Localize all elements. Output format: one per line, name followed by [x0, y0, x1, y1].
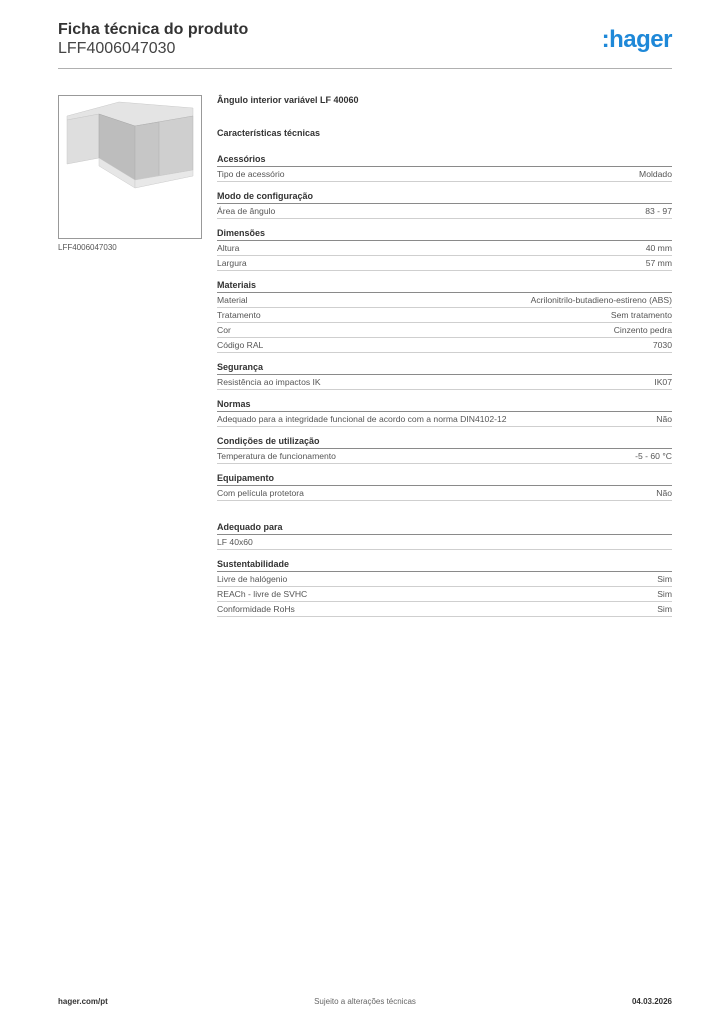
- spec-label: LF 40x60: [217, 537, 253, 547]
- spec-row: [217, 293, 672, 308]
- spec-label: Largura: [217, 258, 247, 268]
- spec-value: Moldado: [639, 169, 672, 179]
- spec-label: Altura: [217, 243, 240, 253]
- spec-row: [217, 587, 672, 602]
- product-image: [58, 95, 202, 239]
- product-code: LFF4006047030: [58, 40, 176, 57]
- footer-website-link[interactable]: hager.com/pt: [58, 997, 108, 1006]
- section-equipment: [217, 473, 672, 501]
- spec-content: [217, 95, 672, 626]
- spec-value: -5 - 60 °C: [635, 451, 672, 461]
- spec-row: [217, 449, 672, 464]
- spec-label: Livre de halógenio: [217, 574, 288, 584]
- angle-piece-illustration: [59, 96, 201, 238]
- spec-label: Conformidade RoHs: [217, 604, 295, 614]
- hager-logo[interactable]: :hager: [601, 26, 672, 53]
- section-title: Normas: [217, 399, 672, 412]
- section-title: Segurança: [217, 362, 672, 375]
- spec-row: [217, 256, 672, 271]
- section-safety: [217, 362, 672, 390]
- spec-value: 57 mm: [645, 258, 672, 268]
- spec-value: Acrilonitrilo-butadieno-estireno (ABS): [530, 295, 672, 305]
- document-title: Ficha técnica do produto: [58, 21, 249, 38]
- section-configuration: [217, 191, 672, 219]
- spec-value: Cinzento pedra: [613, 325, 672, 335]
- header-divider: [58, 68, 672, 69]
- section-title: Acessórios: [217, 154, 672, 167]
- section-standards: [217, 399, 672, 427]
- spec-value: Sim: [657, 589, 672, 599]
- spec-row: [217, 412, 672, 427]
- spec-label: Com película protetora: [217, 488, 304, 498]
- section-title: Condições de utilização: [217, 436, 672, 449]
- section-title: Dimensões: [217, 228, 672, 241]
- section-title: Equipamento: [217, 473, 672, 486]
- section-suitable-for: [217, 522, 672, 550]
- spec-value: 40 mm: [645, 243, 672, 253]
- spec-row: [217, 375, 672, 390]
- section-title: Adequado para: [217, 522, 672, 535]
- spec-label: Resistência ao impactos IK: [217, 377, 321, 387]
- spec-row: [217, 486, 672, 501]
- spec-label: Código RAL: [217, 340, 264, 350]
- product-name: Ângulo interior variável LF 40060: [217, 95, 359, 105]
- spec-value: Não: [656, 414, 672, 424]
- spec-row: [217, 535, 672, 550]
- section-spacer: [217, 510, 672, 522]
- spec-value: Sim: [657, 574, 672, 584]
- spec-row: [217, 572, 672, 587]
- spec-value: Sim: [657, 604, 672, 614]
- image-caption: LFF4006047030: [58, 243, 117, 252]
- section-title: Modo de configuração: [217, 191, 672, 204]
- spec-row: [217, 241, 672, 256]
- spec-value: Não: [656, 488, 672, 498]
- spec-label: Área de ângulo: [217, 206, 276, 216]
- section-sustainability: [217, 559, 672, 617]
- section-materials: [217, 280, 672, 353]
- section-dimensions: [217, 228, 672, 271]
- spec-row: [217, 602, 672, 617]
- section-title: Materiais: [217, 280, 672, 293]
- page-header: [58, 20, 672, 58]
- spec-label: Tratamento: [217, 310, 261, 320]
- section-accessories: [217, 154, 672, 182]
- spec-row: [217, 167, 672, 182]
- section-title: Sustentabilidade: [217, 559, 672, 572]
- section-conditions-of-use: [217, 436, 672, 464]
- spec-label: Adequado para a integridade funcional de acordo com a norma DIN4102-12: [217, 414, 507, 424]
- spec-label: REACh - livre de SVHC: [217, 589, 308, 599]
- spec-value: IK07: [654, 377, 672, 387]
- spec-value: Sem tratamento: [610, 310, 672, 320]
- spec-value: 83 - 97: [645, 206, 672, 216]
- spec-label: Material: [217, 295, 248, 305]
- technical-characteristics-heading: Características técnicas: [217, 128, 321, 138]
- spec-row: [217, 308, 672, 323]
- spec-label: Temperatura de funcionamento: [217, 451, 336, 461]
- spec-value: 7030: [652, 340, 672, 350]
- spec-label: Cor: [217, 325, 231, 335]
- spec-label: Tipo de acessório: [217, 169, 285, 179]
- footer-date: 04.03.2026: [631, 997, 672, 1006]
- spec-row: [217, 323, 672, 338]
- spec-row: [217, 204, 672, 219]
- spec-row: [217, 338, 672, 353]
- footer-disclaimer: Sujeito a alterações técnicas: [314, 997, 416, 1006]
